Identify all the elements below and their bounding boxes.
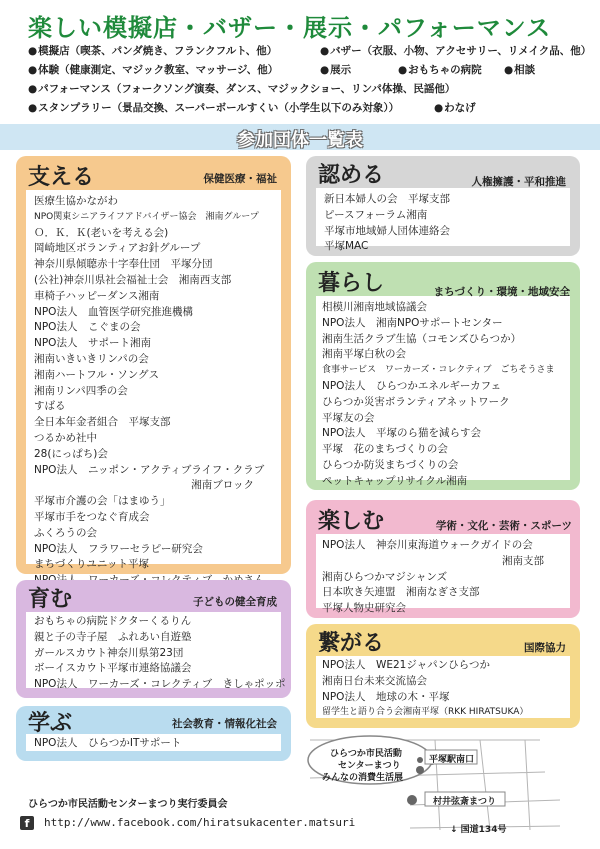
- event-item: ● 模擬店（喫茶、パンダ焼き、フランクフルト、他）: [28, 42, 277, 60]
- list-item: NPO法人 血管医学研究推進機構: [34, 305, 193, 318]
- list-item: 平塚市地域婦人団体連絡会: [324, 224, 450, 237]
- list-item: NPO法人 ニッポン・アクティブライフ・クラブ: [34, 463, 265, 476]
- event-item: ● おもちゃの病院: [398, 61, 482, 79]
- list-item: 平塚MAC: [324, 240, 369, 253]
- page-title: 楽しい模擬店・バザー・展示・パフォーマンス: [28, 14, 552, 42]
- list-item: NPO法人 ひらつかITサポート: [34, 737, 182, 749]
- list-item: 相模川湘南地域協議会: [322, 301, 427, 313]
- event-item: ● 相談: [504, 61, 535, 79]
- list-item: NPO法人 神奈川東海道ウォークガイドの会: [322, 539, 533, 551]
- group-subtitle: 国際協力: [524, 642, 566, 654]
- list-item: 湘南リンパ四季の会: [34, 384, 128, 397]
- list-item: 湘南いきいきリンパの会: [34, 352, 149, 365]
- list-item: (公社)神奈川県社会福祉士会 湘南西支部: [34, 273, 232, 286]
- list-item: 留学生と語り合う会湘南平塚（RKK HIRATSUKA）: [322, 707, 529, 718]
- list-item: 食事サービス ワーカーズ・コレクティブ ごちそうさま: [322, 365, 555, 376]
- group-title: 楽しむ: [318, 509, 385, 534]
- list-item: 湘南支部: [502, 554, 544, 567]
- list-item: 平塚友の会: [322, 411, 375, 424]
- group-subtitle: 学術・文化・芸術・スポーツ: [435, 520, 572, 532]
- group-list: [322, 300, 574, 490]
- list-item: 28(にっぱち)会: [34, 447, 108, 460]
- map-marker: [407, 795, 417, 805]
- event-item: ● わなげ: [434, 99, 476, 117]
- group-subtitle: まちづくり・環境・地域安全: [433, 286, 570, 298]
- map-street-label: 村井弦斎まつり: [433, 797, 497, 807]
- group-list: [322, 658, 574, 721]
- list-item: 医療生協かながわ: [34, 195, 118, 207]
- group-tanoshimu: [306, 500, 580, 618]
- list-item: ひらつか災害ボランティアネットワーク: [322, 395, 510, 408]
- list-item: NPO法人 地球の木・平塚: [322, 690, 450, 703]
- list-item: 平塚市介護の会「はまゆう」: [34, 495, 171, 508]
- group-title: 認める: [318, 163, 385, 188]
- map-marker: [417, 757, 423, 763]
- group-tsunagaru: [306, 624, 580, 728]
- map-center-label: ひらつか市民活動: [330, 749, 402, 759]
- list-item: 親と子の寺子屋 ふれあい自遊塾: [34, 630, 192, 643]
- group-list: [324, 192, 574, 255]
- group-list: [34, 614, 284, 693]
- group-title: 支える: [28, 165, 95, 190]
- group-subtitle: 保健医療・福祉: [203, 173, 277, 185]
- list-item: 湘南ハートフル・ソングス: [34, 368, 159, 381]
- group-kurashi: [306, 262, 580, 490]
- list-item: すばる: [34, 400, 66, 413]
- list-item: ふくろうの会: [34, 526, 97, 539]
- group-mitomeru: [306, 156, 580, 256]
- list-item: NPO法人 ひらつかエネルギーカフェ: [322, 379, 502, 392]
- list-item: 湘南生活クラブ生協（コモンズひらつか）: [322, 332, 522, 345]
- list-item: 湘南ブロック: [191, 479, 254, 492]
- list-item: NPO法人 こぐまの会: [34, 321, 141, 334]
- list-item: 新日本婦人の会 平塚支部: [324, 193, 450, 205]
- list-item: NPO法人 フラワーセラピー研究会: [34, 542, 203, 555]
- group-sasaeru: [16, 156, 291, 574]
- group-hagukumu: [16, 580, 291, 698]
- map-center-label: みんなの消費生活展: [322, 773, 404, 783]
- list-item: 日本吹き矢連盟 湘南なぎさ支部: [322, 586, 480, 599]
- list-item: NPO関東シニアライフアドバイザー協会 湘南グループ: [34, 211, 259, 222]
- list-item: ガールスカウト神奈川県第23団: [34, 646, 184, 659]
- group-subtitle: 子どもの健全育成: [193, 596, 277, 608]
- list-item: NPO法人 平塚のら猫を減らす会: [322, 427, 481, 440]
- list-item: ペットキャップリサイクル湘南: [322, 474, 468, 487]
- list-item: 湘南平塚白秋の会: [322, 348, 406, 361]
- list-item: 全日本年金者組合 平塚支部: [34, 416, 171, 429]
- facebook-icon[interactable]: f: [20, 816, 34, 830]
- list-item: NPO法人 湘南NPOサポートセンター: [322, 316, 503, 329]
- group-list: [34, 194, 284, 589]
- list-item: 平塚 花のまちづくりの会: [322, 443, 448, 456]
- group-subtitle: 社会教育・情報化社会: [172, 718, 277, 730]
- event-item: ● スタンプラリー（景品交換、スーパーボールすくい（小学生以下のみ対象））: [28, 99, 399, 117]
- event-item: ● バザー（衣服、小物、アクセサリー、リメイク品、他）: [320, 42, 591, 60]
- map-marker: [416, 766, 424, 774]
- event-item: ● パフォーマンス（フォークソング演奏、ダンス、マジックショー、リンパ体操、民謡他）: [28, 80, 455, 98]
- map-road-label: ↓ 国道134号: [450, 825, 507, 835]
- group-title: 学ぶ: [28, 711, 73, 736]
- group-subtitle: 人権擁護・平和推進: [471, 176, 566, 188]
- section-title: 参加団体一覧表: [237, 130, 363, 151]
- list-item: 岡崎地区ボランティアお針グループ: [34, 242, 201, 255]
- list-item: つるかめ社中: [34, 431, 97, 444]
- map-center-label: センターまつり: [338, 761, 401, 771]
- event-item: ● 展示: [320, 61, 351, 79]
- list-item: Ｏ．Ｋ．Ｋ(老いを考える会): [34, 226, 169, 239]
- list-item: 車椅子ハッピーダンス湘南: [34, 289, 160, 302]
- list-item: 平塚人物史研究会: [322, 602, 406, 615]
- group-title: 繋がる: [318, 631, 385, 656]
- group-list: [322, 538, 574, 617]
- list-item: ボーイスカウト平塚市連絡協議会: [34, 662, 192, 675]
- list-item: ひらつか防災まちづくりの会: [322, 458, 459, 471]
- list-item: NPO法人 WE21ジャパンひらつか: [322, 659, 491, 671]
- group-manabu: [16, 706, 291, 761]
- organizer: ひらつか市民活動センターまつり実行委員会: [28, 799, 228, 810]
- group-list: [34, 736, 284, 752]
- list-item: ピースフォーラム湘南: [324, 208, 428, 221]
- list-item: 神奈川県傾聴赤十字奉仕団 平塚分団: [34, 258, 213, 271]
- event-item: ● 体験（健康測定、マジック教室、マッサージ、他）: [28, 61, 278, 79]
- list-item: NPO法人 ワーカーズ・コレクティブ きしゃポッポ: [34, 678, 286, 691]
- group-title: 育む: [28, 587, 73, 612]
- list-item: 平塚市手をつなぐ育成会: [34, 510, 150, 523]
- list-item: まちづくりユニット平塚: [34, 558, 149, 571]
- list-item: NPO法人 サポート湘南: [34, 337, 151, 350]
- list-item: おもちゃの病院ドクターくるりん: [34, 615, 192, 627]
- facebook-link[interactable]: http://www.facebook.com/hiratsukacenter.matsuri: [44, 816, 356, 829]
- list-item: 湘南日台未来交流協会: [322, 674, 427, 687]
- list-item: 湘南ひらつかマジシャンズ: [322, 570, 448, 583]
- group-title: 暮らし: [318, 271, 385, 296]
- map-station-label: 平塚駅南口: [429, 755, 475, 765]
